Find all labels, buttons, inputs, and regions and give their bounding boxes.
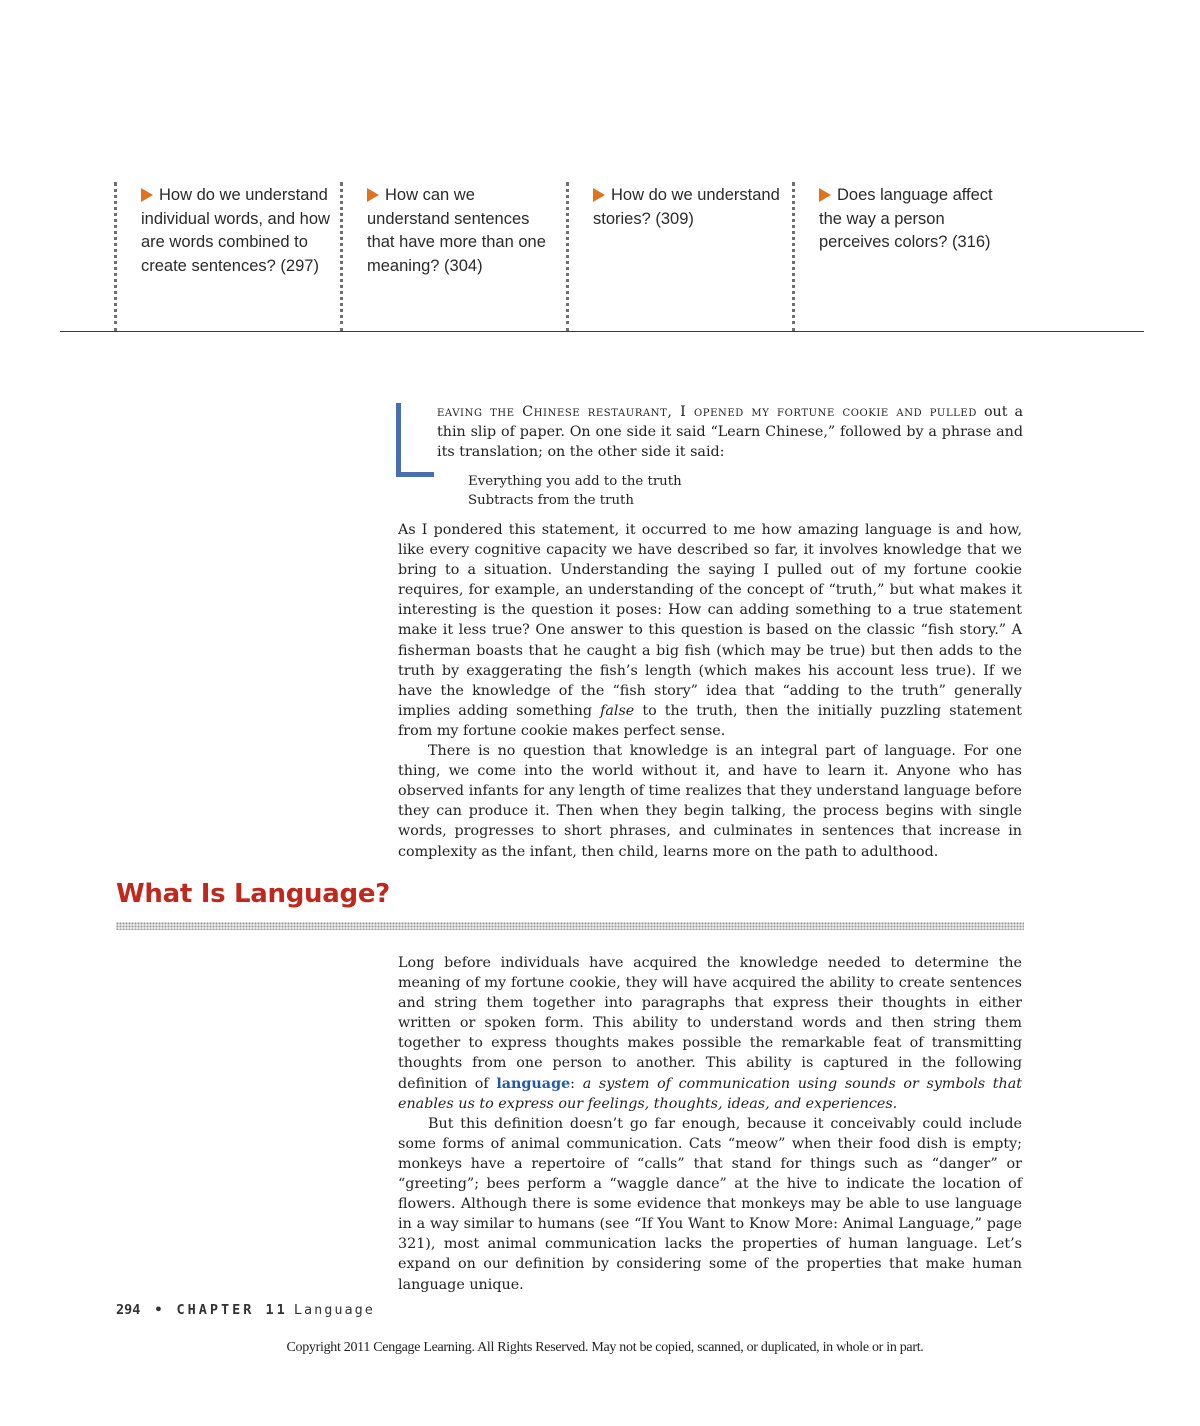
copyright-notice: Copyright 2011 Cengage Learning. All Rights Reserved. May not be copied, scanned, or duplicated, in whole or in part. xyxy=(286,1340,924,1355)
question-2 xyxy=(340,182,566,332)
intro-paragraph-2: There is no question that knowledge is an integral part of language. For one thing, we come into the world without it, and have to learn it. Anyone who has observed infants for any length of time realizes that they understand language before they can produce it. Then when they begin talking, the process begins with single words, progresses to short phrases, and culminates in sentences that increase in complexity as the infant, then child, learns more on the path to adulthood. xyxy=(398,743,1022,860)
quote-line-2: Subtracts from the truth xyxy=(468,493,634,508)
footer-separator: • xyxy=(154,1302,163,1318)
page-footer xyxy=(116,1302,375,1318)
opening-paragraph xyxy=(437,402,1023,462)
section-paragraph-1 xyxy=(398,953,1022,1114)
section-paragraph-2: But this definition doesn’t go far enough, because it conceivably could include some forms of animal communication. Cats “meow” when their food dish is empty; monkeys have a repertoire of “calls” that stand for things such as “danger” or “greeting”; bees perform a “waggle dance” at the hive to indicate the location of flowers. Although there is some evidence that monkeys may be able to use language in a way similar to humans (see “If You Want to Know More: Animal Language,” page 321), most animal communication lacks the properties of human language. Let’s expand on our definition by considering some of the properties that make human language unique. xyxy=(398,1115,1022,1293)
section-divider xyxy=(60,331,1144,332)
question-text: How do we understand stories? (309) xyxy=(593,186,780,228)
intro-paragraph-1 xyxy=(398,520,1022,741)
text-run: Long before individuals have acquired the knowledge needed to determine the meaning of my fortune cookie, they will have acquired the ability to create sentences and string them together into paragraphs that express their thoughts in either written or spoken form. This ability to understand words and then string them together to express thoughts makes possible the remarkable feat of transmitting thoughts from one person to another. This ability is captured in the following definition of xyxy=(398,955,1022,1092)
section-body xyxy=(398,953,1022,1295)
chapter-title: Language xyxy=(293,1302,375,1318)
section-heading: What Is Language? xyxy=(116,879,390,909)
heading-dotted-rule xyxy=(116,922,1024,930)
italic-run: false xyxy=(600,702,635,719)
question-4 xyxy=(792,182,1018,332)
intro-body xyxy=(398,520,1022,862)
opening-rest: out a thin slip of paper. On one side it said “Learn Chinese,” followed by a phrase and its translation; on the other side it said: xyxy=(437,404,1023,461)
question-text: How do we understand individual words, and how are words combined to create sentences? (297) xyxy=(141,186,330,275)
page-number: 294 xyxy=(116,1302,141,1318)
question-1 xyxy=(114,182,340,332)
key-term-language: language xyxy=(496,1075,571,1092)
question-text: Does language affect the way a person perceives colors? (316) xyxy=(819,186,993,251)
text-run: to the truth, then the initially puzzling statement from my fortune cookie makes perfect sense. xyxy=(398,702,1023,739)
chapter-questions xyxy=(114,182,1034,332)
quote-line-1: Everything you add to the truth xyxy=(468,474,682,489)
triangle-bullet-icon xyxy=(367,188,379,202)
fortune-quote xyxy=(468,472,868,510)
text-run: : xyxy=(570,1075,575,1092)
question-text: How can we understand sentences that have more than one meaning? (304) xyxy=(367,186,546,275)
definition-text: a system of communication using sounds or symbols that enables us to express our feelings, thoughts, ideas, and experiences. xyxy=(398,1075,1023,1112)
chapter-label: CHAPTER 11 xyxy=(176,1302,288,1318)
opening-lead: eaving the Chinese restaurant, I opened my fortune cookie and pulled xyxy=(437,404,977,420)
triangle-bullet-icon xyxy=(593,188,605,202)
question-3 xyxy=(566,182,792,332)
triangle-bullet-icon xyxy=(141,188,153,202)
triangle-bullet-icon xyxy=(819,188,831,202)
text-run: As I pondered this statement, it occurred to me how amazing language is and how, like every cognitive capacity we have described so far, it involves knowledge that we bring to a situation. Understanding the saying I pulled out of my fortune cookie requires, for example, an understanding of the concept of “truth,” but what makes it interesting is the question it poses: How can adding something to a true statement make it less true? One answer to this question is based on the classic “fish story.” A fisherman boasts that he caught a big fish (which may be true) but then adds to the truth by exaggerating the fish’s length (which makes his account less true). If we have the knowledge of the “fish story” idea that “adding to the truth” generally implies adding something xyxy=(398,522,1022,719)
drop-cap-l xyxy=(396,403,434,477)
